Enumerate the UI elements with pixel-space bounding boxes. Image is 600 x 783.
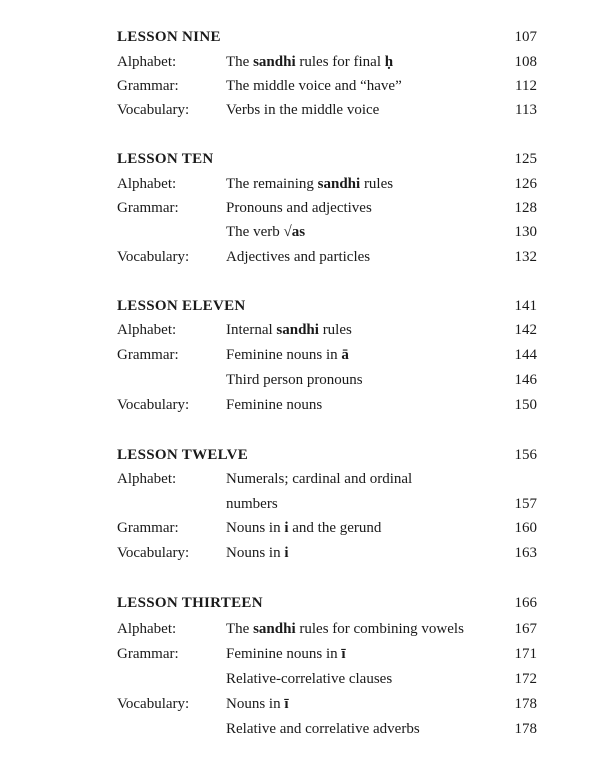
page-number: 141 [514, 298, 537, 314]
entry-category: Alphabet: [117, 176, 177, 192]
entry-title: Relative and correlative adverbs [226, 721, 420, 737]
lesson-title: LESSON TEN [117, 151, 214, 167]
lesson-heading [0, 27, 600, 51]
page-number: 172 [514, 671, 537, 687]
toc-entry [0, 198, 600, 222]
bold-term: √as [283, 224, 306, 240]
page-number: 128 [514, 200, 537, 216]
toc-entry [0, 494, 600, 518]
toc-entry [0, 345, 600, 369]
toc-entry [0, 247, 600, 271]
entry-category: Vocabulary: [117, 545, 190, 561]
page-number: 167 [514, 621, 537, 637]
entry-title: numbers [226, 496, 278, 512]
entry-title: Third person pronouns [226, 372, 363, 388]
entry-title: Pronouns and adjectives [226, 200, 372, 216]
entry-category: Grammar: [117, 646, 179, 662]
lesson-title: LESSON TWELVE [117, 447, 249, 463]
page-number: 144 [514, 347, 537, 363]
entry-category: Vocabulary: [117, 102, 190, 118]
entry-title: Adjectives and particles [226, 249, 371, 265]
page-number: 113 [515, 102, 537, 118]
page-number: 130 [514, 224, 537, 240]
entry-category: Alphabet: [117, 54, 177, 70]
entry-title: Verbs in the middle voice [226, 102, 380, 118]
page-number: 178 [514, 721, 537, 737]
page-number: 171 [514, 646, 537, 662]
bold-term: ā [341, 347, 349, 363]
entry-category: Grammar: [117, 78, 179, 94]
lesson-title: LESSON ELEVEN [117, 298, 246, 314]
entry-category: Grammar: [117, 347, 179, 363]
entry-category: Grammar: [117, 200, 179, 216]
page-number: 163 [514, 545, 537, 561]
toc-entry [0, 320, 600, 344]
toc-entry [0, 669, 600, 693]
toc-entry [0, 543, 600, 567]
entry-title: Nouns in ī [226, 696, 289, 712]
toc-entry [0, 719, 600, 743]
entry-category: Grammar: [117, 520, 179, 536]
lesson-heading [0, 445, 600, 469]
entry-category: Vocabulary: [117, 249, 190, 265]
entry-title: The sandhi rules for combining vowels [226, 621, 464, 637]
page-number: 146 [514, 372, 537, 388]
toc-entry [0, 52, 600, 76]
entry-title: The verb √as [226, 224, 306, 240]
page-number: 112 [515, 78, 537, 94]
bold-term: sandhi [317, 176, 361, 192]
entry-title: Feminine nouns in ī [226, 646, 346, 662]
toc-entry [0, 644, 600, 668]
page-number: 160 [514, 520, 537, 536]
page-number: 142 [514, 322, 537, 338]
entry-category: Alphabet: [117, 621, 177, 637]
entry-title: The middle voice and “have” [226, 78, 402, 94]
page-number: 108 [514, 54, 537, 70]
lesson-heading [0, 593, 600, 617]
entry-category: Alphabet: [117, 322, 177, 338]
entry-title: Feminine nouns in ā [226, 347, 349, 363]
entry-title: Feminine nouns [226, 397, 323, 413]
toc-entry [0, 469, 600, 493]
entry-category: Alphabet: [117, 471, 177, 487]
toc-entry [0, 694, 600, 718]
bold-term: ī [341, 646, 346, 662]
page-number: 157 [514, 496, 537, 512]
bold-term: sandhi [253, 54, 296, 70]
bold-term: ī [284, 696, 289, 712]
toc-entry [0, 395, 600, 419]
toc-entry [0, 619, 600, 643]
page-number: 156 [514, 447, 537, 463]
entry-category: Vocabulary: [117, 397, 190, 413]
page-number: 107 [514, 29, 537, 45]
page-number: 150 [514, 397, 537, 413]
toc-entry [0, 174, 600, 198]
page-number: 166 [514, 595, 537, 611]
entry-title: Numerals; cardinal and ordinal [226, 471, 413, 487]
bold-term: i [284, 545, 289, 561]
entry-title: The sandhi rules for final ḥ [226, 54, 394, 70]
bold-term: sandhi [276, 322, 319, 338]
entry-title: Nouns in i and the gerund [226, 520, 382, 536]
toc-entry [0, 100, 600, 124]
lesson-title: LESSON THIRTEEN [117, 595, 263, 611]
lesson-heading [0, 149, 600, 173]
entry-title: Relative-correlative clauses [226, 671, 393, 687]
page-number: 132 [514, 249, 537, 265]
bold-term: ḥ [384, 54, 394, 70]
toc-entry [0, 370, 600, 394]
lesson-heading [0, 296, 600, 320]
entry-title: Nouns in i [226, 545, 289, 561]
page-number: 125 [514, 151, 537, 167]
lesson-title: LESSON NINE [117, 29, 221, 45]
page-number: 178 [514, 696, 537, 712]
entry-title: Internal sandhi rules [226, 322, 352, 338]
toc-entry [0, 222, 600, 246]
page-number: 126 [514, 176, 537, 192]
entry-category: Vocabulary: [117, 696, 190, 712]
toc-entry [0, 76, 600, 100]
bold-term: i [284, 520, 289, 536]
entry-title: The remaining sandhi rules [226, 176, 394, 192]
toc-entry [0, 518, 600, 542]
bold-term: sandhi [253, 621, 296, 637]
